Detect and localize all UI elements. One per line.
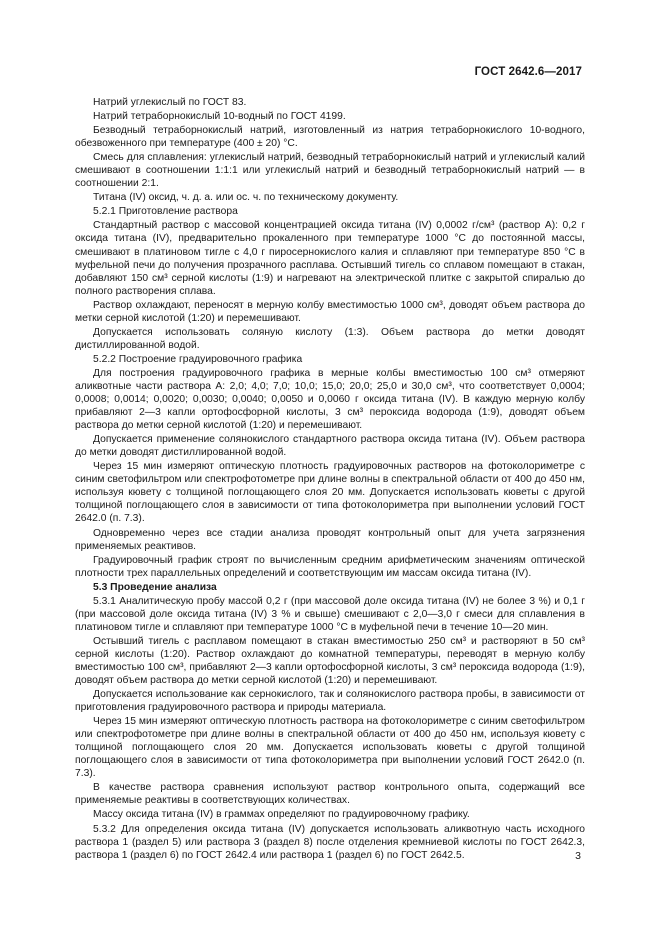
paragraph: 5.3.2 Для определения оксида титана (IV) допускается использовать аликвотную часть исходного раствора 1 (раздел 5) или раствора 3 (раздел 8) после отделения кремниевой кислоты по ГОСТ 2642.3, раствора 1 (раздел 6) по ГОСТ 2642.4 или раствора 1 (раздел 6) по ГОСТ 2642.5.	[75, 823, 585, 861]
paragraph: Градуировочный график строят по вычисленным средним арифметическим значениям оптической плотности трех параллельных определений и соответствующим им массам оксида титана (IV).	[75, 554, 585, 579]
section-heading: 5.3 Проведение анализа	[93, 581, 217, 593]
paragraph: Остывший тигель с расплавом помещают в стакан вместимостью 250 см³ и растворяют в 50 см³ серной кислоты (1:20). Раствор охлаждают до комнатной температуры, переводят в мерную колбу вместимостью 100 см³, прибавляют 2—3 капли ортофосфорной кислоты, 3 см³ пероксида водорода (1:9), доводят объем раствора до метки серной кислотой (1:20) и перемешивают.	[75, 635, 585, 687]
paragraph: Раствор охлаждают, переносят в мерную колбу вместимостью 1000 см³, доводят объем раствора до метки серной кислотой (1:20) и перемешивают.	[75, 299, 585, 324]
paragraph: 5.3.1 Аналитическую пробу массой 0,2 г (при массовой доле оксида титана (IV) не более 3 %) и 0,1 г (при массовой доле оксида титана (IV) 3 % и свыше) смешивают с 2,0—3,0 г смеси для сплавления в платиновом тигле и сплавляют при температуре 1000 °С в муфельной печи в течение 10—20 мин.	[75, 595, 585, 633]
paragraph: Натрий тетраборнокислый 10-водный по ГОСТ 4199.	[93, 111, 346, 123]
paragraph: Титана (IV) оксид, ч. д. а. или ос. ч. по техническому документу.	[93, 192, 399, 204]
paragraph: Смесь для сплавления: углекислый натрий, безводный тетраборнокислый натрий и углекислый калий смешивают в соотношении 1:1:1 или углекислый натрий и безводный тетраборнокислый натрий — в соотношении 2:1.	[75, 152, 585, 190]
paragraph: Для построения градуировочного графика в мерные колбы вместимостью 100 см³ отмеряют аликвотные части раствора А: 2,0; 4,0; 7,0; 10,0; 15,0; 20,0; 25,0 и 30,0 см³, что соответствует 0,0004; 0,0008; 0,0014; 0,0020; 0,0030; 0,0040; 0,0050 и 0,0060 г оксида титана (IV). В каждую мерную колбу прибавляют 2—3 капли ортофосфорной кислоты, 3 см³ пероксида водорода (1:9), доводят объем раствора до метки серной кислотой (1:20) и перемешивают.	[75, 367, 585, 432]
document-header: ГОСТ 2642.6—2017	[474, 66, 582, 78]
paragraph: Допускается использование как сернокислого, так и солянокислого раствора пробы, в зависимости от приготовления градуировочного раствора и природы материала.	[75, 689, 585, 714]
paragraph: Стандартный раствор с массовой концентрацией оксида титана (IV) 0,0002 г/см³ (раствор А): 0,2 г оксида титана (IV), предварительно прокаленного при температуре 1000 °С до постоянной массы, смешивают в платиновом тигле с 4,0 г пиросернокислого калия и сплавляют при температуре 850 °С в муфельной печи до получения прозрачного расплава. Остывший тигель со сплавом помещают в стакан, добавляют 150 см³ серной кислоты (1:9) и нагревают на электрической плитке с закрытой спиралью до полного растворения сплава.	[75, 220, 585, 297]
paragraph: Через 15 мин измеряют оптическую плотность градуировочных растворов на фотоколориметре с синим светофильтром или спектрофотометре при длине волны в спектральной области от 400 до 450 нм, используя кювету с толщиной поглощающего слоя 20 мм. Допускается использовать кюветы с другой толщиной поглощающего слоя в зависимости от типа фотоколориметра при выполнении условий ГОСТ 2642.0 (п. 7.3).	[75, 461, 585, 525]
paragraph: В качестве раствора сравнения используют раствор контрольного опыта, содержащий все применяемые реактивы в соответствующих количествах.	[75, 782, 585, 807]
paragraph: Натрий углекислый по ГОСТ 83.	[93, 97, 247, 108]
paragraph: Безводный тетраборнокислый натрий, изготовленный из натрия тетраборнокислого 10-водного, обезвоженного при температуре (400 ± 20) °С.	[75, 125, 585, 150]
paragraph: Массу оксида титана (IV) в граммах определяют по градуировочному графику.	[93, 809, 470, 821]
paragraph: Через 15 мин измеряют оптическую плотность раствора на фотоколориметре с синим светофильтром или спектрофотометре при длине волны в спектральной области от 400 до 450 нм, используя кювету с толщиной поглощающего слоя 20 мм. Допускается использовать кюветы с другой толщиной поглощающего слоя в зависимости от типа фотоколориметра при выполнении условий ГОСТ 2642.0 (п. 7.3).	[75, 716, 585, 780]
document-body	[75, 96, 585, 863]
subsection-heading: 5.2.1 Приготовление раствора	[93, 206, 238, 218]
page-number: 3	[575, 850, 581, 862]
paragraph: Допускается использовать соляную кислоту (1:3). Объем раствора до метки доводят дистиллированной водой.	[75, 326, 585, 351]
paragraph: Допускается применение солянокислого стандартного раствора оксида титана (IV). Объем раствора до метки доводят дистиллированной водой.	[75, 434, 585, 459]
subsection-heading: 5.2.2 Построение градуировочного графика	[93, 353, 303, 365]
paragraph: Одновременно через все стадии анализа проводят контрольный опыт для учета загрязнения применяемых реактивов.	[75, 527, 585, 552]
